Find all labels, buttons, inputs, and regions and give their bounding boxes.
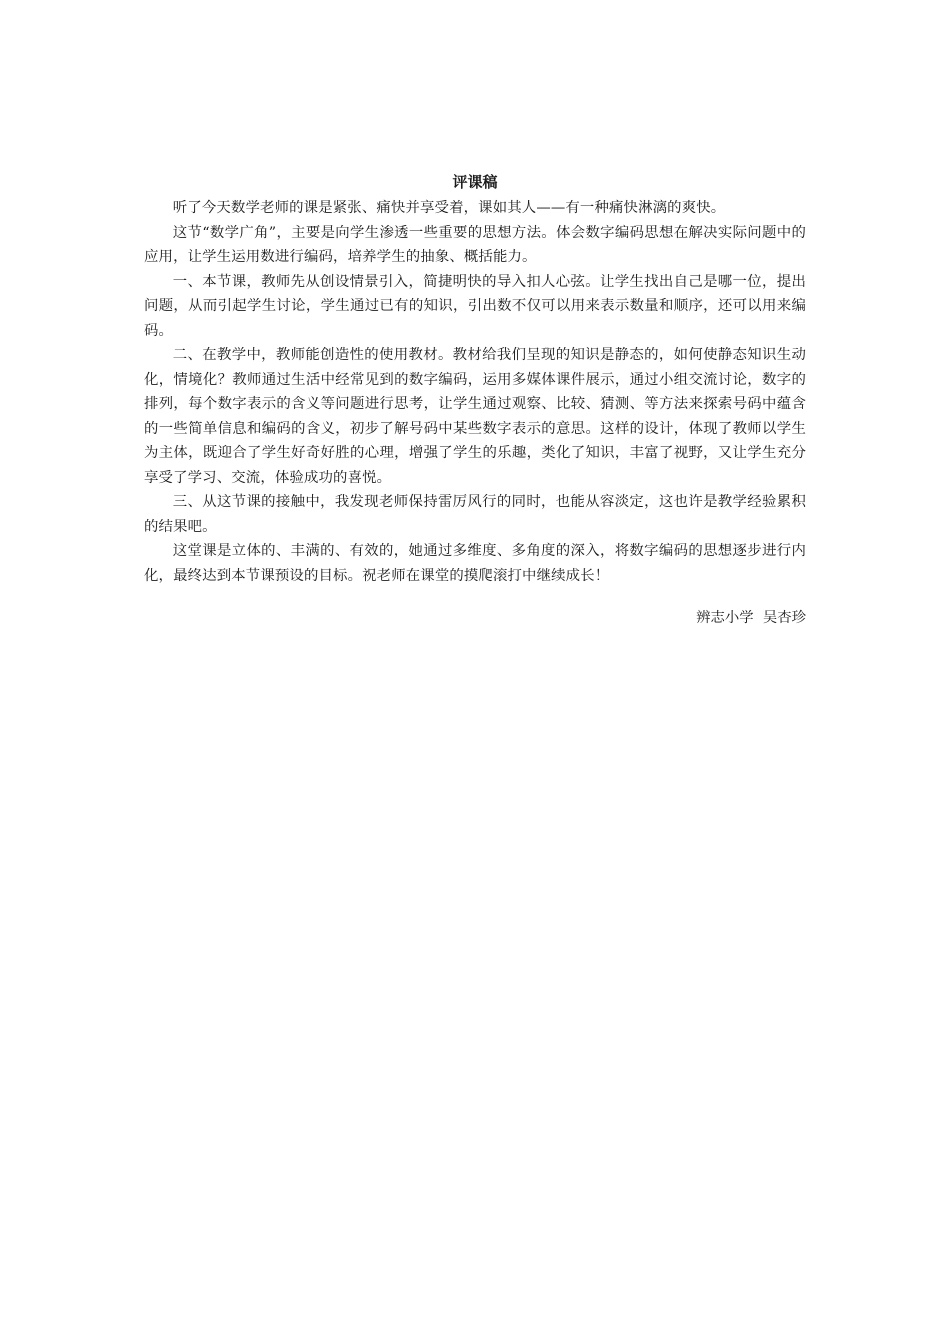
paragraph-point-one: 一、本节课，教师先从创设情景引入，简捷明快的导入扣人心弦。让学生找出自己是哪一位，提出问题，从而引起学生讨论，学生通过已有的知识，引出数不仅可以用来表示数量和顺序，还可以用来编码。 (144, 273, 806, 339)
signature: 辨志小学 吴杏珍 (696, 610, 806, 626)
paragraph-point-three: 三、从这节课的接触中，我发现老师保持雷厉风行的同时，也能从容淡定，这也许是教学经验累积的结果吧。 (144, 494, 806, 535)
document-page (144, 170, 806, 630)
paragraph-overview: 这节“数学广角”，主要是向学生渗透一些重要的思想方法。体会数字编码思想在解决实际问题中的应用，让学生运用数进行编码，培养学生的抽象、概括能力。 (144, 224, 806, 265)
document-title: 评课稿 (452, 173, 498, 191)
paragraph-intro: 听了今天数学老师的课是紧张、痛快并享受着，课如其人——有一种痛快淋漓的爽快。 (172, 200, 726, 216)
paragraph-conclusion: 这堂课是立体的、丰满的、有效的，她通过多维度、多角度的深入，将数字编码的思想逐步进行内化，最终达到本节课预设的目标。祝老师在课堂的摸爬滚打中继续成长！ (144, 543, 806, 584)
paragraph-point-two: 二、在教学中，教师能创造性的使用教材。教材给我们呈现的知识是静态的，如何使静态知识生动化，情境化？教师通过生活中经常见到的数字编码，运用多媒体课件展示，通过小组交流讨论，数字的排列，每个数字表示的含义等问题进行思考，让学生通过观察、比较、猜测、等方法来探索号码中蕴含的一些简单信息和编码的含义，初步了解号码中某些数字表示的意思。这样的设计，体现了教师以学生为主体，既迎合了学生好奇好胜的心理，增强了学生的乐趣，类化了知识，丰富了视野，又让学生充分享受了学习、交流，体验成功的喜悦。 (144, 347, 806, 486)
